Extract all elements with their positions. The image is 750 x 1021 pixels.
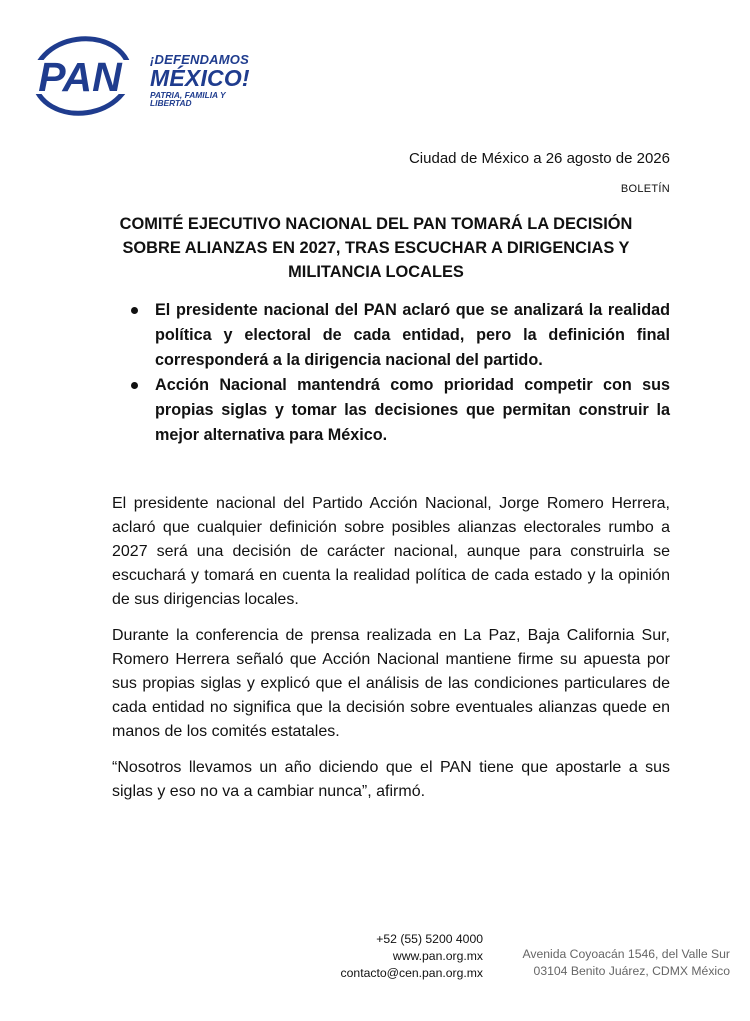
bullet-icon	[131, 382, 138, 389]
paragraph: “Nosotros llevamos un año diciendo que el PAN tiene que apostarle a sus siglas y eso no va a cambiar nunca”, afirmó.	[112, 759, 670, 800]
slogan	[150, 53, 260, 107]
footer-website: www.pan.org.mx	[392, 949, 483, 963]
slogan-line-3: PATRIA, FAMILIA Y LIBERTAD	[150, 90, 226, 109]
bullet-item	[155, 298, 670, 373]
footer-address-line-2: 03104 Benito Juárez, CDMX México	[533, 964, 730, 978]
footer-phone: +52 (55) 5200 4000	[376, 932, 483, 946]
body-text	[112, 492, 670, 816]
bullet-text: El presidente nacional del PAN aclaró que se analizará la realidad política y electoral de cada entidad, pero la definición final corresponderá a la dirigencia nacional del partido.	[155, 301, 670, 369]
place-date: Ciudad de México a 26 agosto de 2026	[408, 150, 670, 167]
slogan-line-1: ¡DEFENDAMOS	[150, 52, 249, 67]
slogan-line-2: MÉXICO!	[150, 65, 250, 91]
pan-logo	[24, 36, 136, 120]
footer-contact	[300, 931, 483, 982]
footer-email: contacto@cen.pan.org.mx	[340, 966, 483, 980]
bullet-text: Acción Nacional mantendrá como prioridad competir con sus propias siglas y tomar las decisiones que permitan construir la mejor alternativa para México.	[155, 376, 670, 444]
paragraph: Durante la conferencia de prensa realizada en La Paz, Baja California Sur, Romero Herrera señaló que Acción Nacional mantiene firme su apuesta por sus propias siglas y explicó que el análisis de las condiciones particulares de cada entidad no significa que la decisión sobre eventuales alianzas quede en manos de los comités estatales.	[112, 627, 670, 740]
bullet-icon	[131, 307, 138, 314]
bullet-item	[155, 373, 670, 448]
paragraph: El presidente nacional del Partido Acción Nacional, Jorge Romero Herrera, aclaró que cualquier definición sobre posibles alianzas electorales rumbo a 2027 será una decisión de carácter nacional, aunque para construirla se escuchará y tomará en cuenta la realidad política de cada estado y la opinión de sus dirigencias locales.	[112, 495, 670, 608]
footer-address	[490, 946, 730, 980]
document-type: BOLETÍN	[620, 183, 670, 195]
logo-text: PAN	[38, 54, 122, 100]
summary-bullets	[155, 298, 670, 448]
footer-address-line-1: Avenida Coyoacán 1546, del Valle Sur	[522, 947, 730, 961]
headline: COMITÉ EJECUTIVO NACIONAL DEL PAN TOMARÁ LA DECISIÓN SOBRE ALIANZAS EN 2027, TRAS ESCUCHAR A DIRIGENCIAS Y MILITANCIA LOCALES	[119, 215, 633, 281]
